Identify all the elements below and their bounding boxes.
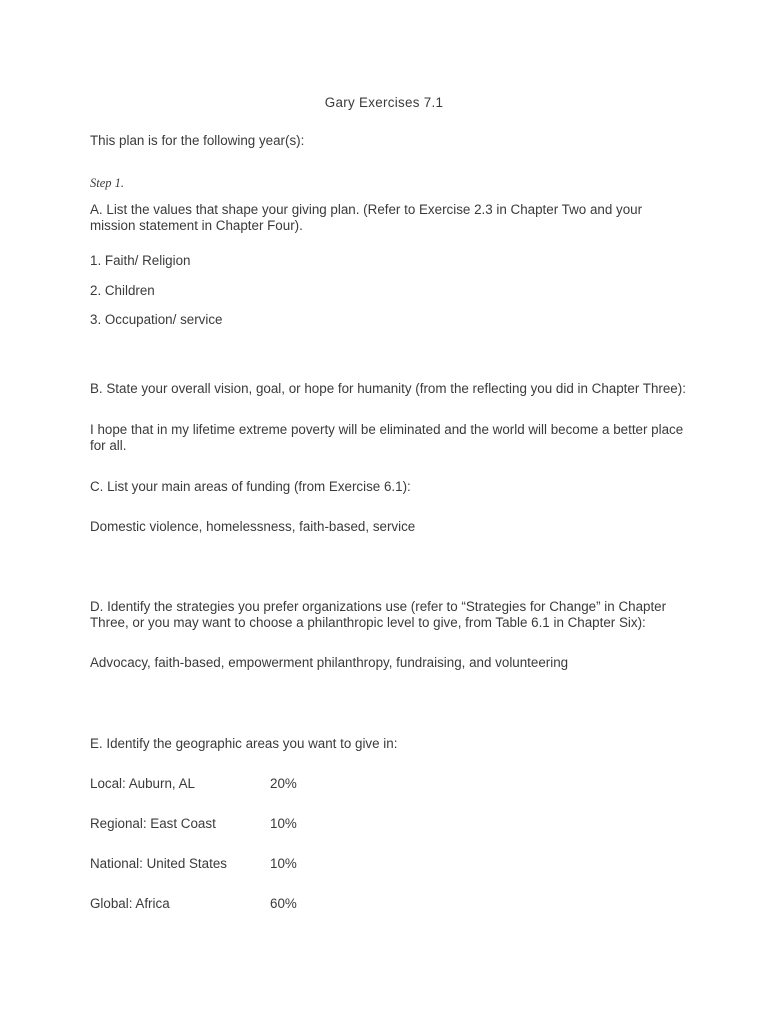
section-b-answer-line1: I hope that in my lifetime extreme poverty will be eliminated and the world will become a better place — [90, 422, 684, 437]
section-b-prompt: B. State your overall vision, goal, or hope for humanity (from the reflecting you did in Chapter Three): — [90, 381, 686, 396]
geo-area-percent: 10% — [270, 816, 297, 831]
geo-area-percent: 20% — [270, 776, 297, 791]
geo-area-label: Local: Auburn, AL — [90, 776, 195, 791]
section-c-prompt: C. List your main areas of funding (from Exercise 6.1): — [90, 479, 411, 494]
section-a-prompt-line2: mission statement in Chapter Four). — [90, 218, 303, 233]
value-item-3: 3. Occupation/ service — [90, 312, 223, 327]
geo-area-label: Global: Africa — [90, 896, 170, 911]
geo-area-percent: 60% — [270, 896, 297, 911]
value-item-2: 2. Children — [90, 283, 155, 298]
geo-area-label: National: United States — [90, 856, 227, 871]
value-item-1: 1. Faith/ Religion — [90, 253, 191, 268]
geo-area-label: Regional: East Coast — [90, 816, 216, 831]
section-a-prompt-line1: A. List the values that shape your giving plan. (Refer to Exercise 2.3 in Chapter Two and your — [90, 202, 643, 217]
section-d-answer: Advocacy, faith-based, empowerment philanthropy, fundraising, and volunteering — [90, 655, 569, 670]
geo-area-percent: 10% — [270, 856, 297, 871]
section-c-answer: Domestic violence, homelessness, faith-based, service — [90, 519, 416, 534]
section-d-prompt-line1: D. Identify the strategies you prefer organizations use (refer to “Strategies for Change” in Chapter — [90, 599, 667, 614]
step-label: Step 1. — [90, 176, 125, 190]
plan-years-label: This plan is for the following year(s): — [90, 133, 305, 148]
section-e-prompt: E. Identify the geographic areas you want to give in: — [90, 736, 398, 751]
section-b-answer-line2: for all. — [90, 438, 127, 453]
document-title: Gary Exercises 7.1 — [324, 95, 444, 110]
section-d-prompt-line2: Three, or you may want to choose a philanthropic level to give, from Table 6.1 in Chapter Six): — [90, 615, 646, 630]
